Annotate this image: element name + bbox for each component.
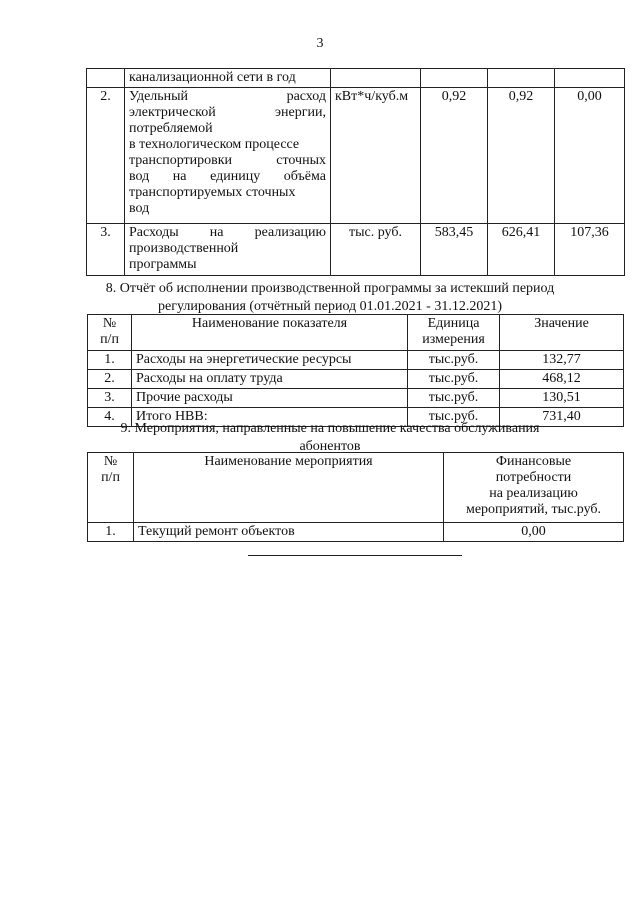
table-header-row [88,315,624,351]
table-row [87,224,625,276]
cost-name: Расходы на оплату труда [132,370,408,389]
col-header-num: № п/п [88,453,134,523]
row-number: 1. [88,523,134,542]
indicator-value-2: 0,92 [488,88,555,224]
table-row [88,351,624,370]
col-header-name: Наименование показателя [132,315,408,351]
table-row [87,88,625,224]
report-table [87,314,624,427]
table-row [88,389,624,408]
measures-table [87,452,624,542]
measure-value: 0,00 [444,523,624,542]
indicator-name: канализационной сети в год [125,69,331,88]
table-row [88,370,624,389]
indicator-value-1: 583,45 [421,224,488,276]
indicator-value-3 [555,69,625,88]
table-header-row [88,453,624,523]
cost-unit: тыс.руб. [408,389,500,408]
row-number: 4. [88,408,132,427]
cost-name: Расходы на энергетические ресурсы [132,351,408,370]
indicator-name: Удельный расход электрической энергии, потребляемой в технологическом процессе транспортировки сточных вод на единицу объёма транспортируемых сточных вод [125,88,331,224]
row-number: 3. [87,224,125,276]
col-header-num: № п/п [88,315,132,351]
indicators-table [86,68,625,276]
section-9-heading: 9. Мероприятия, направленные на повышение качества обслуживания абонентов [120,421,540,454]
col-header-measure: Наименование мероприятия [134,453,444,523]
cost-value: 130,51 [500,389,624,408]
measure-name: Текущий ремонт объектов [134,523,444,542]
table-row [88,523,624,542]
col-header-financing: Финансовые потребности на реализацию мероприятий, тыс.руб. [444,453,624,523]
indicator-name: Расходы на реализацию производственной программы [125,224,331,276]
cost-unit: тыс.руб. [408,351,500,370]
section-8-heading: 8. Отчёт об исполнении производственной программы за истекший период регулирования (отчётный период 01.01.2021 - 31.12.2021) [105,281,555,314]
row-number: 3. [88,389,132,408]
indicator-value-1 [421,69,488,88]
cost-unit: тыс.руб. [408,370,500,389]
closing-rule [248,555,462,556]
cost-value: 468,12 [500,370,624,389]
row-number [87,69,125,88]
indicator-value-3: 107,36 [555,224,625,276]
cost-value: 731,40 [500,408,624,427]
row-number: 2. [88,370,132,389]
cost-name: Итого НВВ: [132,408,408,427]
indicator-value-1: 0,92 [421,88,488,224]
indicator-unit: кВт*ч/куб.м [331,88,421,224]
col-header-value: Значение [500,315,624,351]
page-number: 3 [316,36,324,51]
cost-value: 132,77 [500,351,624,370]
indicator-value-3: 0,00 [555,88,625,224]
cost-unit: тыс.руб. [408,408,500,427]
cost-name: Прочие расходы [132,389,408,408]
indicator-unit: тыс. руб. [331,224,421,276]
row-number: 2. [87,88,125,224]
table-row [87,69,625,88]
col-header-unit: Единица измерения [408,315,500,351]
indicator-value-2: 626,41 [488,224,555,276]
indicator-unit [331,69,421,88]
row-number: 1. [88,351,132,370]
indicator-value-2 [488,69,555,88]
